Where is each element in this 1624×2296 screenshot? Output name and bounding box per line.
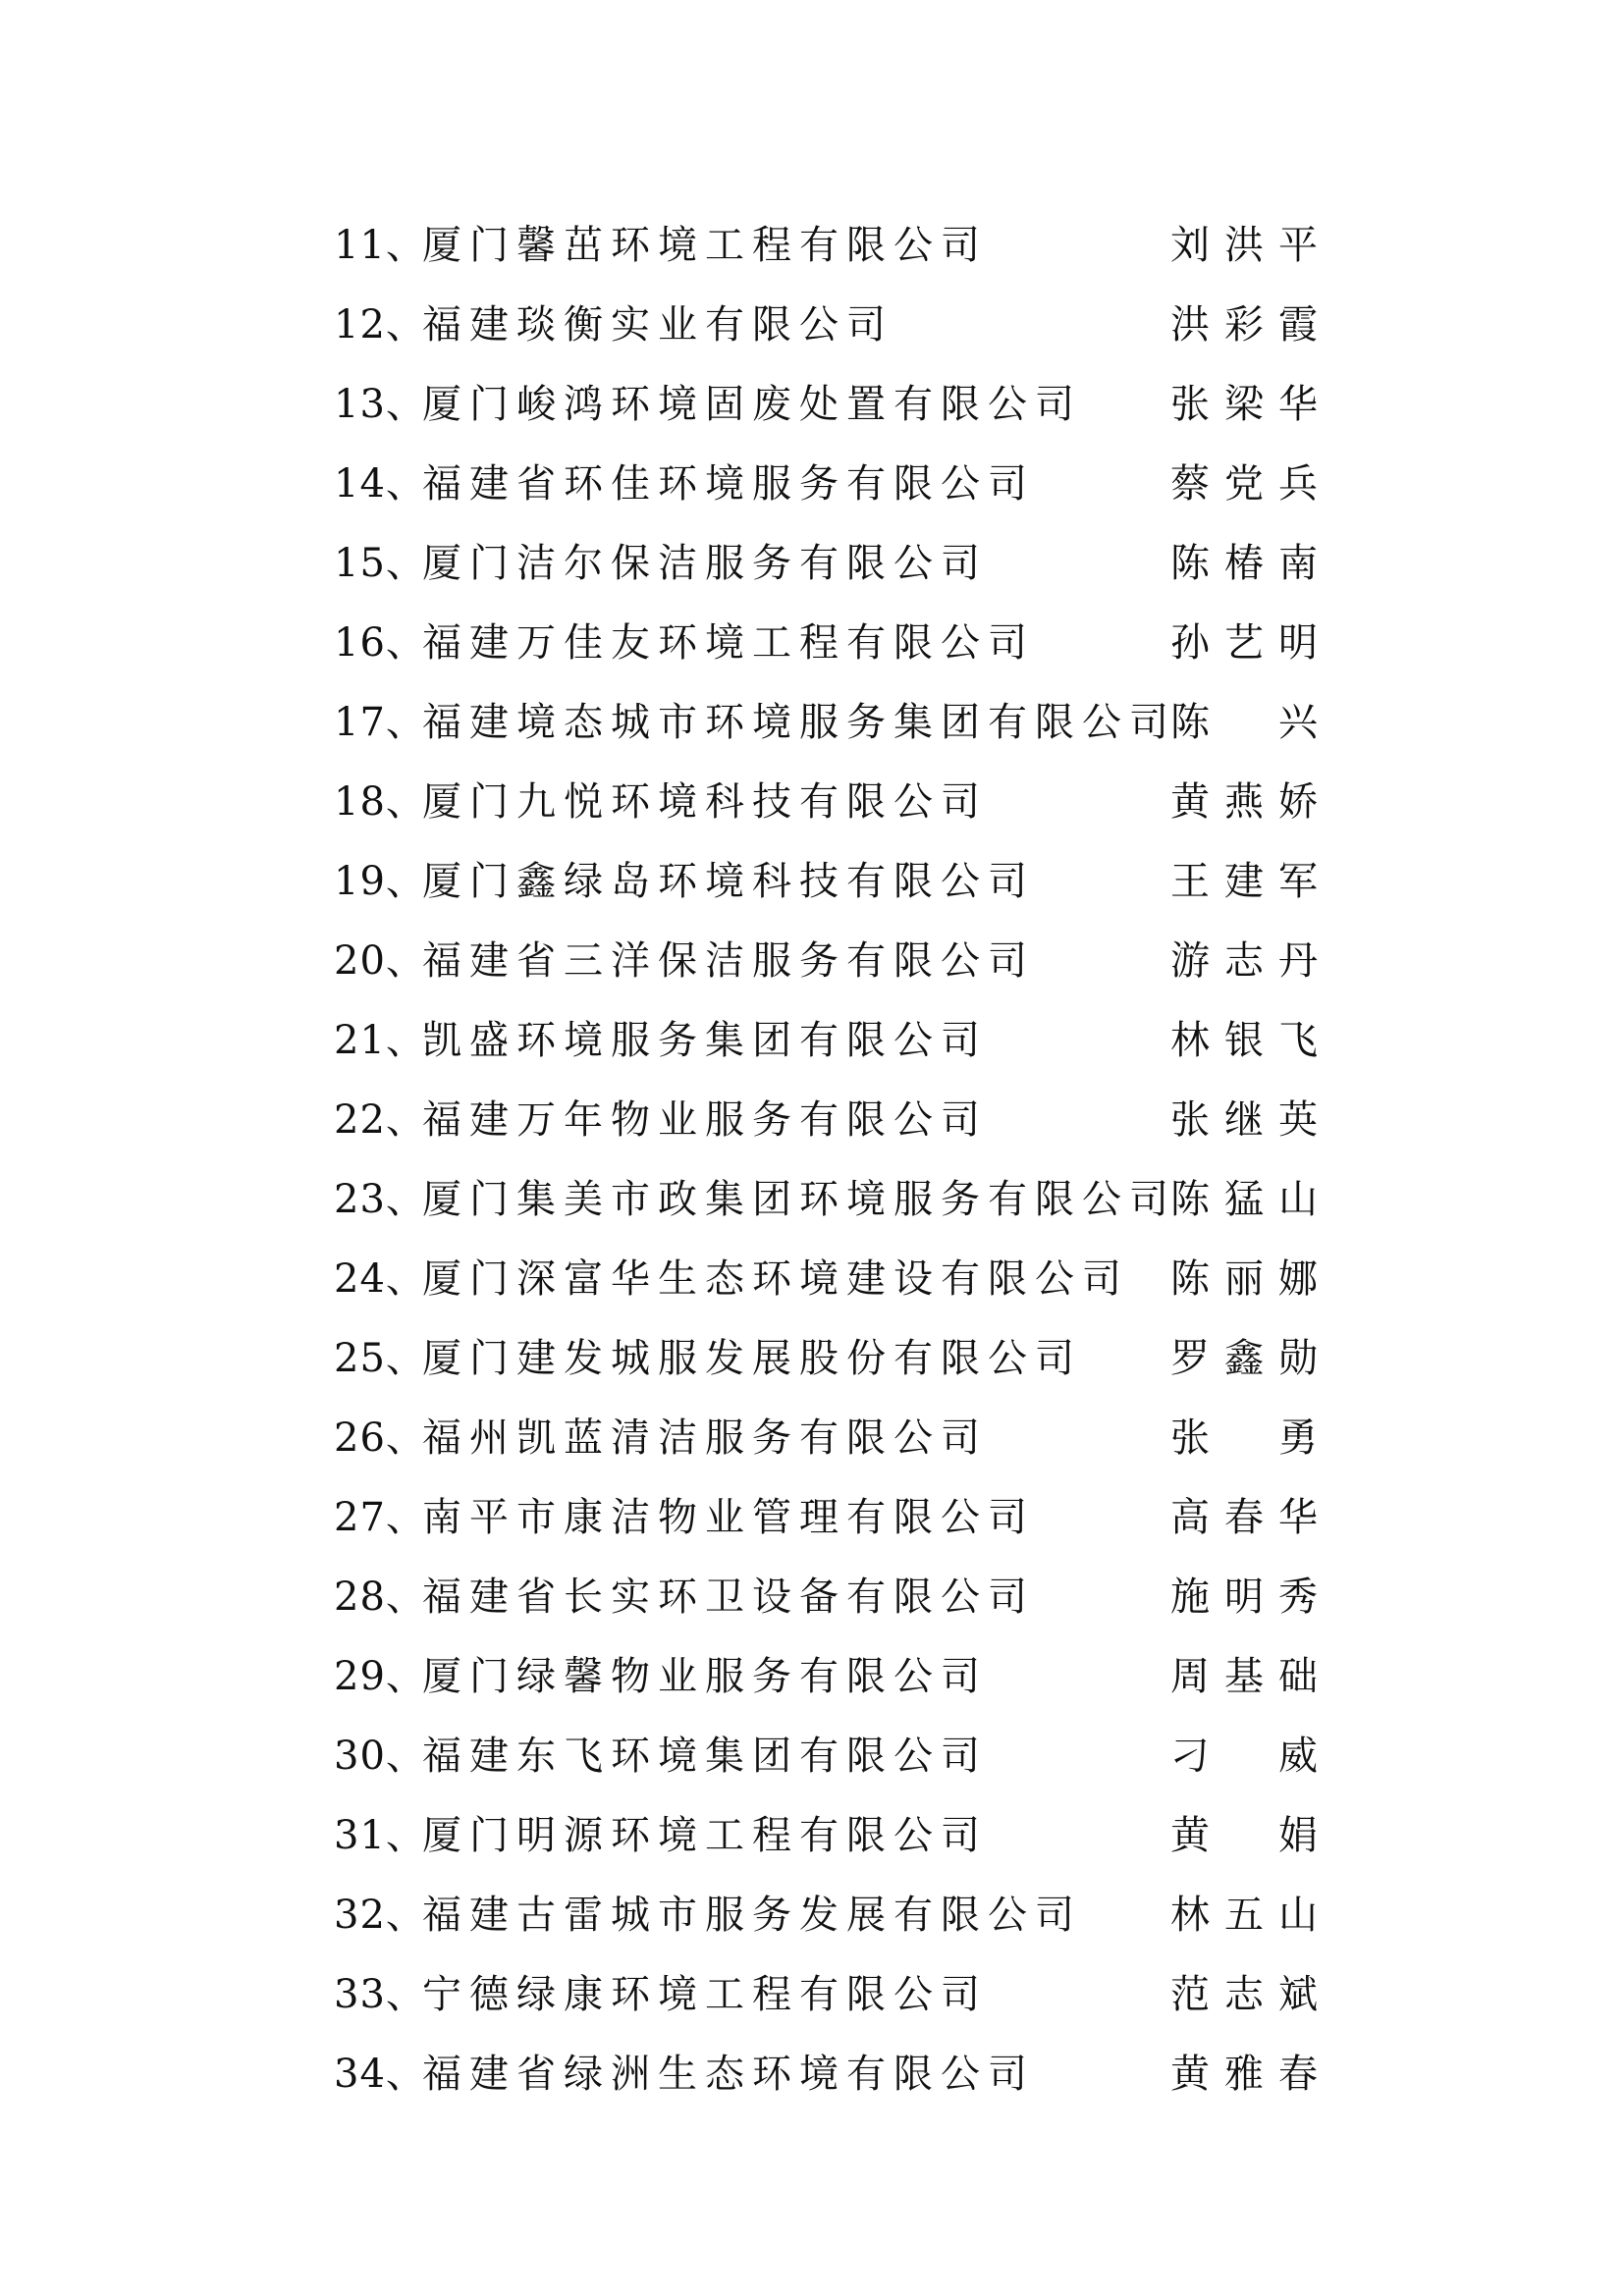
contact-person: 陈猛山 bbox=[1170, 1177, 1318, 1222]
list-item bbox=[334, 365, 1326, 445]
company-name: 厦门绿馨物业服务有限公司 bbox=[422, 1654, 988, 1699]
contact-person: 张 勇 bbox=[1170, 1415, 1318, 1461]
item-number: 26、 bbox=[334, 1415, 426, 1461]
item-number: 34、 bbox=[334, 2052, 426, 2097]
company-name: 南平市康洁物业管理有限公司 bbox=[422, 1495, 1035, 1540]
list-item bbox=[334, 1319, 1326, 1399]
item-number: 15、 bbox=[334, 541, 426, 586]
contact-person: 陈丽娜 bbox=[1170, 1256, 1318, 1302]
contact-person: 周基础 bbox=[1170, 1654, 1318, 1699]
company-name: 福建境态城市环境服务集团有限公司 bbox=[422, 700, 1176, 745]
company-name: 厦门明源环境工程有限公司 bbox=[422, 1813, 988, 1858]
list-item bbox=[334, 1399, 1326, 1478]
item-number: 21、 bbox=[334, 1018, 426, 1063]
list-item bbox=[334, 206, 1326, 286]
list-item bbox=[334, 1160, 1326, 1240]
company-name: 厦门集美市政集团环境服务有限公司 bbox=[422, 1177, 1176, 1222]
item-number: 33、 bbox=[334, 1972, 426, 2017]
contact-person: 张继英 bbox=[1170, 1097, 1318, 1143]
company-name: 福建东飞环境集团有限公司 bbox=[422, 1734, 988, 1779]
company-name: 福州凯蓝清洁服务有限公司 bbox=[422, 1415, 988, 1461]
item-number: 13、 bbox=[334, 382, 426, 427]
list-item bbox=[334, 1796, 1326, 1876]
contact-person: 黄燕娇 bbox=[1170, 779, 1318, 825]
item-number: 23、 bbox=[334, 1177, 426, 1222]
list-item bbox=[334, 286, 1326, 365]
company-name: 厦门九悦环境科技有限公司 bbox=[422, 779, 988, 825]
contact-person: 罗鑫勋 bbox=[1170, 1336, 1318, 1381]
company-name: 福建万佳友环境工程有限公司 bbox=[422, 620, 1035, 666]
item-number: 19、 bbox=[334, 859, 426, 904]
contact-person: 王建军 bbox=[1170, 859, 1318, 904]
company-name: 宁德绿康环境工程有限公司 bbox=[422, 1972, 988, 2017]
list-item bbox=[334, 604, 1326, 683]
list-item bbox=[334, 1637, 1326, 1717]
company-name: 福建万年物业服务有限公司 bbox=[422, 1097, 988, 1143]
company-name: 福建省长实环卫设备有限公司 bbox=[422, 1575, 1035, 1620]
list-item bbox=[334, 1478, 1326, 1558]
contact-person: 林五山 bbox=[1170, 1893, 1318, 1938]
company-name: 厦门深富华生态环境建设有限公司 bbox=[422, 1256, 1129, 1302]
contact-person: 刁 威 bbox=[1170, 1734, 1318, 1779]
contact-person: 游志丹 bbox=[1170, 938, 1318, 984]
item-number: 25、 bbox=[334, 1336, 426, 1381]
list-item bbox=[334, 1240, 1326, 1319]
contact-person: 黄雅春 bbox=[1170, 2052, 1318, 2097]
list-item bbox=[334, 842, 1326, 922]
contact-person: 林银飞 bbox=[1170, 1018, 1318, 1063]
company-name: 福建省三洋保洁服务有限公司 bbox=[422, 938, 1035, 984]
list-item bbox=[334, 2035, 1326, 2114]
item-number: 29、 bbox=[334, 1654, 426, 1699]
item-number: 20、 bbox=[334, 938, 426, 984]
item-number: 11、 bbox=[334, 223, 426, 268]
item-number: 28、 bbox=[334, 1575, 426, 1620]
item-number: 31、 bbox=[334, 1813, 426, 1858]
item-number: 18、 bbox=[334, 779, 426, 825]
contact-person: 施明秀 bbox=[1170, 1575, 1318, 1620]
item-number: 12、 bbox=[334, 302, 426, 347]
item-number: 17、 bbox=[334, 700, 426, 745]
item-number: 22、 bbox=[334, 1097, 426, 1143]
item-number: 27、 bbox=[334, 1495, 426, 1540]
contact-person: 刘洪平 bbox=[1170, 223, 1318, 268]
contact-person: 高春华 bbox=[1170, 1495, 1318, 1540]
company-name: 厦门馨茁环境工程有限公司 bbox=[422, 223, 988, 268]
list-item bbox=[334, 445, 1326, 524]
contact-person: 陈 兴 bbox=[1170, 700, 1318, 745]
contact-person: 范志斌 bbox=[1170, 1972, 1318, 2017]
company-name: 厦门建发城服发展股份有限公司 bbox=[422, 1336, 1082, 1381]
list-item bbox=[334, 1001, 1326, 1081]
contact-person: 张梁华 bbox=[1170, 382, 1318, 427]
company-list bbox=[334, 206, 1326, 2114]
list-item bbox=[334, 1955, 1326, 2035]
company-name: 厦门鑫绿岛环境科技有限公司 bbox=[422, 859, 1035, 904]
item-number: 24、 bbox=[334, 1256, 426, 1302]
list-item bbox=[334, 524, 1326, 604]
company-name: 厦门洁尔保洁服务有限公司 bbox=[422, 541, 988, 586]
list-item bbox=[334, 1081, 1326, 1160]
item-number: 14、 bbox=[334, 461, 426, 507]
list-item bbox=[334, 1717, 1326, 1796]
contact-person: 黄 娟 bbox=[1170, 1813, 1318, 1858]
contact-person: 洪彩霞 bbox=[1170, 302, 1318, 347]
company-name: 凯盛环境服务集团有限公司 bbox=[422, 1018, 988, 1063]
list-item bbox=[334, 763, 1326, 842]
list-item bbox=[334, 683, 1326, 763]
company-name: 厦门峻鸿环境固废处置有限公司 bbox=[422, 382, 1082, 427]
item-number: 30、 bbox=[334, 1734, 426, 1779]
contact-person: 陈椿南 bbox=[1170, 541, 1318, 586]
company-name: 福建古雷城市服务发展有限公司 bbox=[422, 1893, 1082, 1938]
list-item bbox=[334, 1558, 1326, 1637]
company-name: 福建省绿洲生态环境有限公司 bbox=[422, 2052, 1035, 2097]
item-number: 16、 bbox=[334, 620, 426, 666]
contact-person: 蔡党兵 bbox=[1170, 461, 1318, 507]
list-item bbox=[334, 922, 1326, 1001]
company-name: 福建省环佳环境服务有限公司 bbox=[422, 461, 1035, 507]
contact-person: 孙艺明 bbox=[1170, 620, 1318, 666]
list-item bbox=[334, 1876, 1326, 1955]
company-name: 福建琰衡实业有限公司 bbox=[422, 302, 893, 347]
item-number: 32、 bbox=[334, 1893, 426, 1938]
